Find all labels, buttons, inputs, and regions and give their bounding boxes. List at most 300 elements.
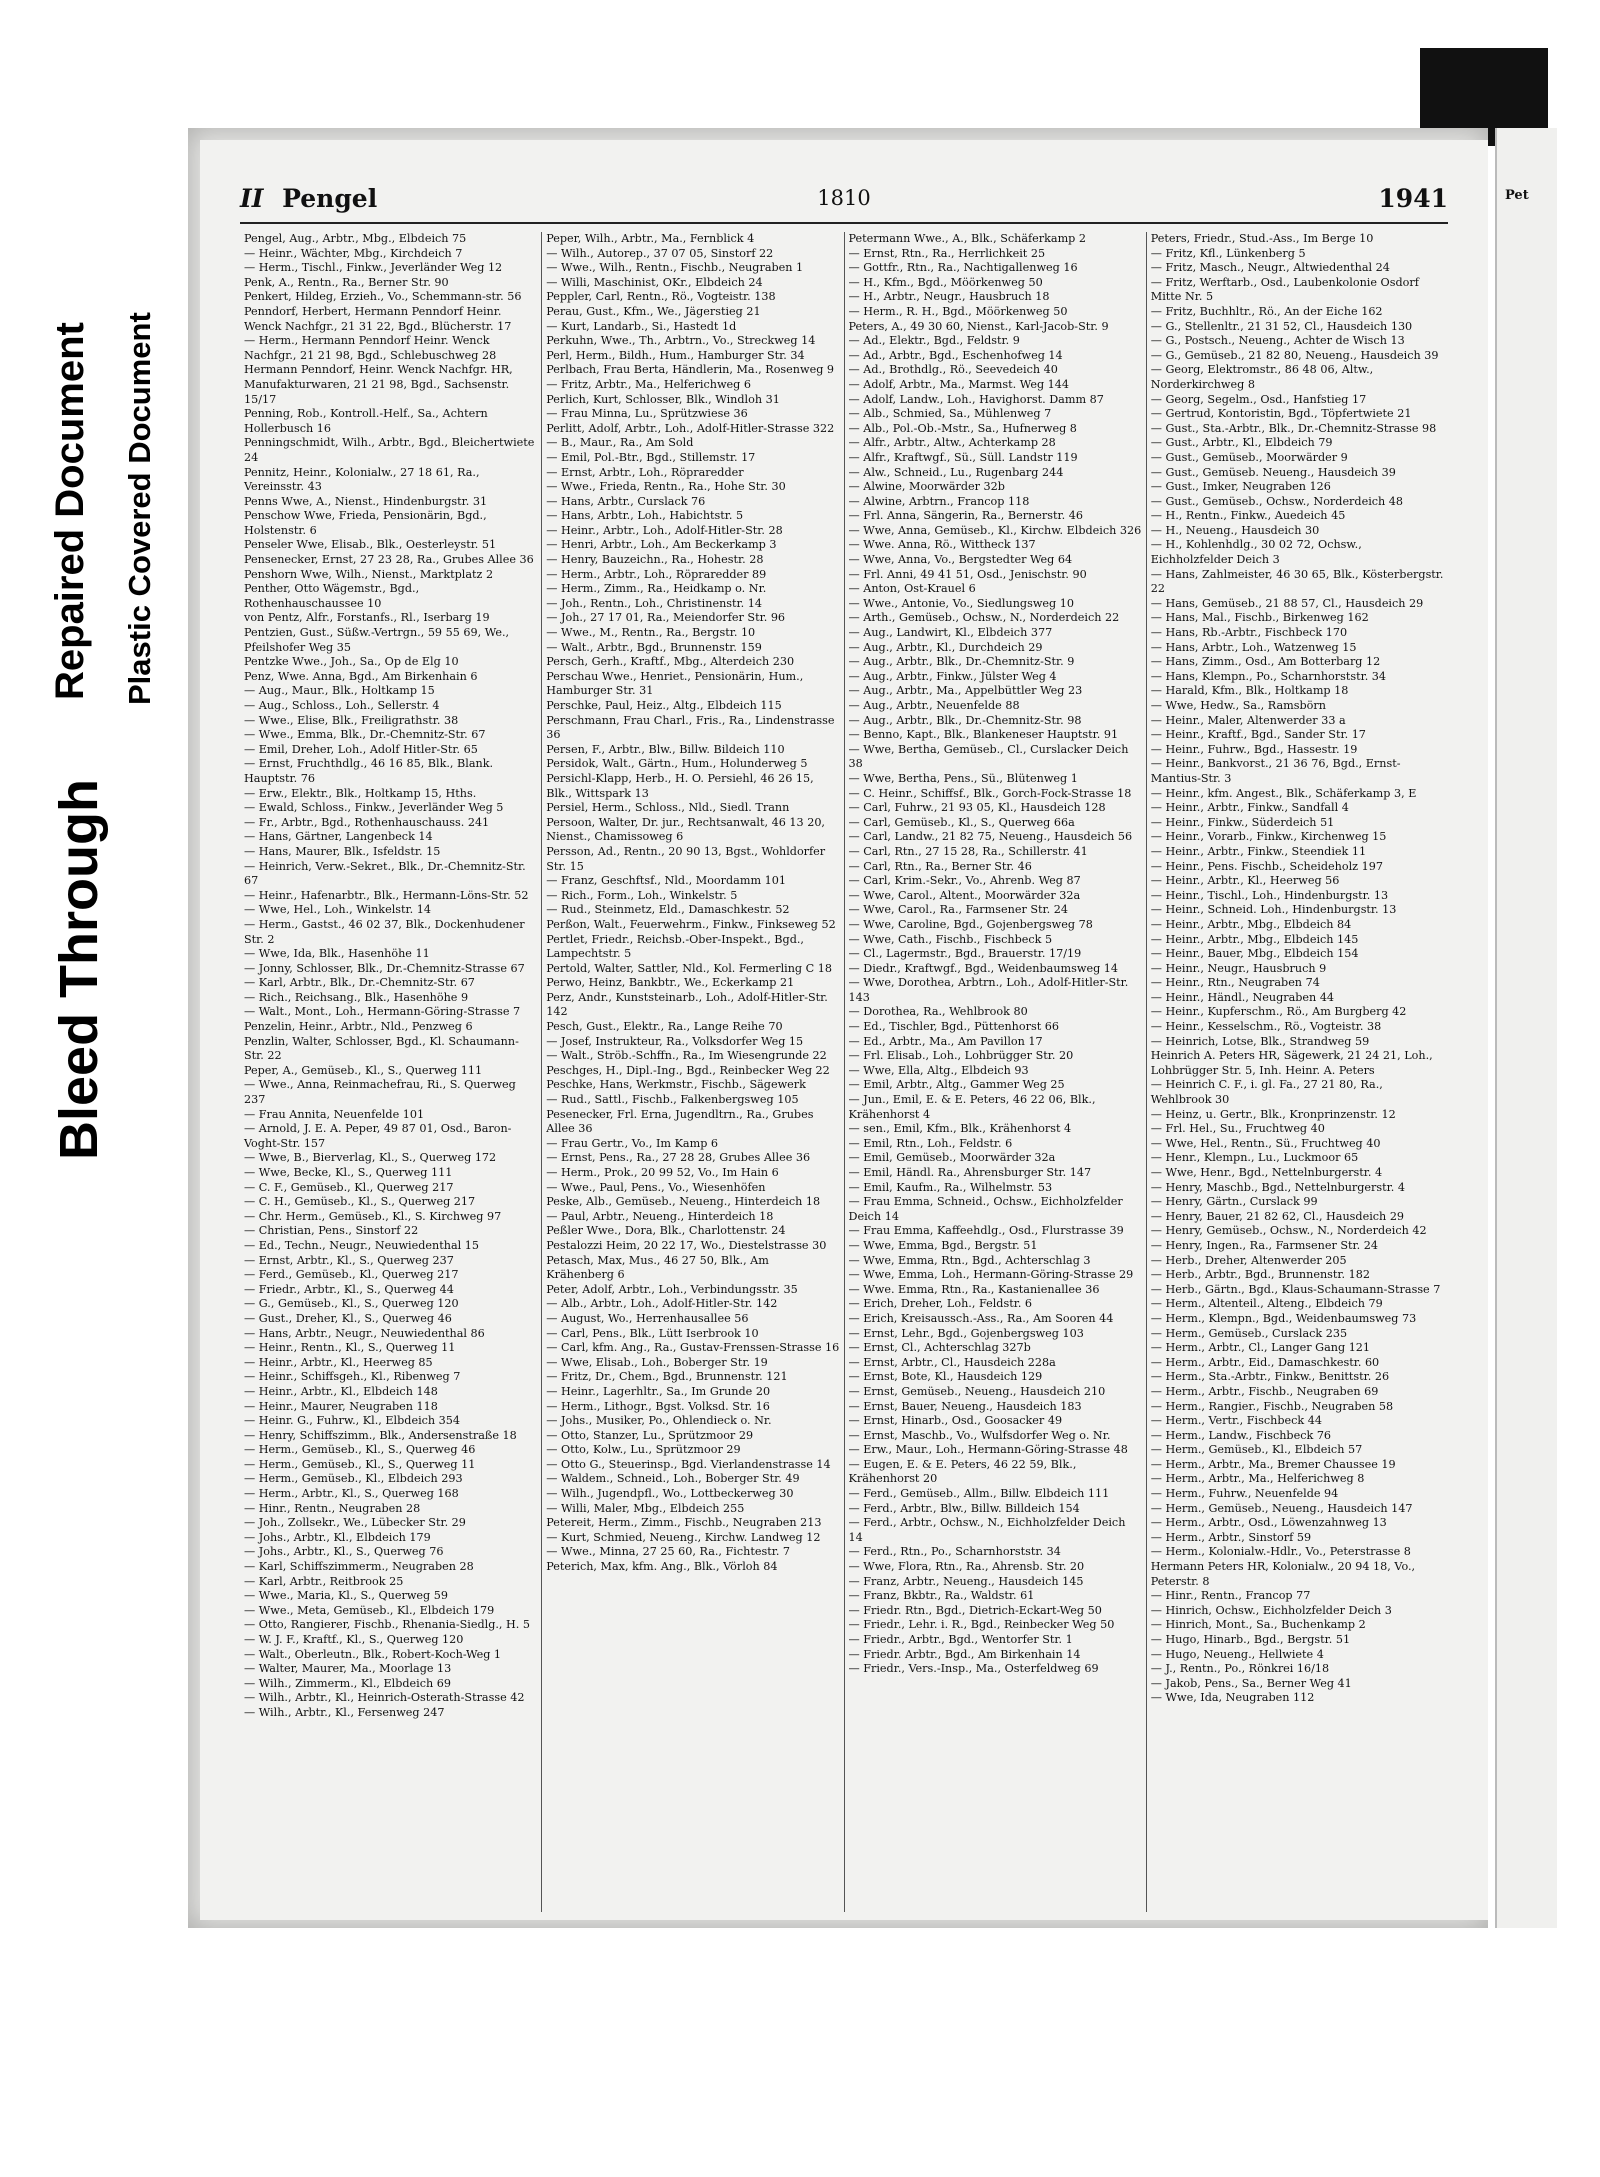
directory-entry: — Wwe., Antonie, Vo., Siedlungsweg 10 (848, 596, 1074, 610)
directory-entry: — Henry, Schiffszimm., Blk., Andersenstraße 18 (244, 1428, 517, 1442)
directory-entry: — Frl. Anni, 49 41 51, Osd., Jenischstr. 90 (848, 567, 1087, 581)
directory-entry: — Heinr. G., Fuhrw., Kl., Elbdeich 354 (244, 1414, 461, 1428)
directory-entry: — Ferd., Arbtr., Ochsw., N., Eichholzfelder Deich 14 (848, 1516, 1126, 1544)
directory-entry: Peters, Friedr., Stud.-Ass., Im Berge 10 (1150, 232, 1374, 245)
directory-entry: — G., Stellenltr., 21 31 52, Cl., Hausdeich 130 (1150, 319, 1413, 333)
directory-entry: — Willi, Maschinist, OKr., Elbdeich 24 (546, 275, 763, 289)
directory-entry: — Wilh., Arbtr., Kl., Fersenweg 247 (244, 1705, 445, 1719)
directory-entry: — Alwine, Moorwärder 32b (848, 480, 1005, 494)
directory-entry: — Wwe, Ida, Neugraben 112 (1150, 1691, 1315, 1705)
directory-entry: — Heinrich, Verw.-Sekret., Blk., Dr.-Chemnitz-Str. 67 (244, 859, 526, 888)
directory-entry: — Christian, Pens., Sinstorf 22 (244, 1224, 419, 1238)
directory-entry: — Frl. Anna, Sängerin, Ra., Bernerstr. 46 (848, 509, 1083, 523)
directory-entry: Petereit, Herm., Zimm., Fischb., Neugraben 213 (546, 1516, 822, 1530)
directory-entry: — Friedr., Arbtr., Bgd., Wentorfer Str. 1 (848, 1633, 1073, 1646)
directory-entry: — Ernst, Fruchthdlg., 46 16 85, Blk., Blank. Hauptstr. 76 (244, 757, 494, 785)
directory-entry: — Frau Emma, Schneid., Ochsw., Eichholzfelder Deich 14 (848, 1195, 1123, 1223)
directory-entry: — Karl, Arbtr., Blk., Dr.-Chemnitz-Str. 67 (244, 976, 475, 990)
directory-entry: — Henry, Gärtn., Curslack 99 (1150, 1195, 1318, 1209)
directory-entry: — Gertrud, Kontoristin, Bgd., Töpfertwiete 21 (1150, 407, 1412, 421)
directory-entry: — Carl, Gemüseb., Kl., S., Querweg 66a (848, 815, 1075, 829)
directory-entry: — Herm., Gemüseb., Kl., Elbdeich 293 (244, 1472, 463, 1486)
directory-entry: — Rich., Form., Loh., Winkelstr. 5 (546, 888, 738, 902)
directory-entry: — Herm., Arbtr., Eid., Damaschkestr. 60 (1150, 1355, 1380, 1369)
directory-entry: — Aug., Arbtr., Ma., Appelbüttler Weg 23 (848, 684, 1083, 698)
directory-entry: — Hinrich, Ochsw., Eichholzfelder Deich 3 (1150, 1603, 1392, 1617)
directory-entry: — Alb., Arbtr., Loh., Adolf-Hitler-Str. 142 (546, 1297, 778, 1311)
directory-entry: — Adolf, Landw., Loh., Havighorst. Damm 87 (848, 392, 1104, 406)
directory-entry: — Herm., Fuhrw., Neuenfelde 94 (1150, 1487, 1339, 1501)
directory-entry: — Hans, Gemüseb., 21 88 57, Cl., Hausdeich 29 (1150, 596, 1424, 610)
directory-page (200, 140, 1488, 1920)
directory-entry: Penseler Wwe, Elisab., Blk., Oesterleystr. 51 (244, 538, 497, 552)
directory-entry: Penns Wwe, A., Nienst., Hindenburgstr. 31 (244, 494, 488, 508)
directory-entry: Persidok, Walt., Gärtn., Hum., Holunderweg 5 (546, 757, 808, 771)
directory-entry: — Heinr., Arbtr., Finkw., Sandfall 4 (1150, 801, 1349, 815)
directory-entry: Pestalozzi Heim, 20 22 17, Wo., Diestelstrasse 30 (546, 1238, 827, 1252)
directory-entry: Pesch, Gust., Elektr., Ra., Lange Reihe 70 (546, 1020, 783, 1034)
directory-entry: — Hinrich, Mont., Sa., Buchenkamp 2 (1150, 1618, 1366, 1632)
directory-entry: — Herm., Vertr., Fischbeck 44 (1150, 1414, 1322, 1428)
directory-entry: Petermann Wwe., A., Blk., Schäferkamp 2 (848, 232, 1087, 245)
directory-entry: Peper, Wilh., Arbtr., Ma., Fernblick 4 (546, 232, 755, 245)
directory-entry: — Hans, Arbtr., Loh., Habichtstr. 5 (546, 509, 744, 523)
directory-entry: — Otto, Rangierer, Fischb., Rhenania-Siedlg., H. 5 (244, 1618, 531, 1632)
plastic-covered-label: Plastic Covered Document (122, 312, 157, 705)
directory-entry: — Georg, Segelm., Osd., Hanfstieg 17 (1150, 392, 1367, 406)
directory-entry: — Wwe. Emma, Rtn., Ra., Kastanienallee 36 (848, 1282, 1100, 1296)
directory-entry: Penzelin, Heinr., Arbtr., Nld., Penzweg 6 (244, 1020, 473, 1034)
directory-entry: — Alb., Schmied, Sa., Mühlenweg 7 (848, 407, 1052, 421)
directory-entry: — Wwe, Anna, Gemüseb., Kl., Kirchw. Elbdeich 326 (848, 523, 1142, 537)
directory-entry: Pensenecker, Ernst, 27 23 28, Ra., Grubes Allee 36 (244, 553, 534, 567)
directory-entry: — Herm., R. H., Bgd., Möörkenweg 50 (848, 304, 1068, 318)
directory-entry: — Franz, Arbtr., Neueng., Hausdeich 145 (848, 1574, 1084, 1588)
directory-entry: Hermann Peters HR, Kolonialw., 20 94 18, Vo., Peterstr. 8 (1150, 1560, 1416, 1588)
directory-entry: — Herm., Prok., 20 99 52, Vo., Im Hain 6 (546, 1166, 779, 1179)
directory-entry: — Heinr., Vorarb., Finkw., Kirchenweg 15 (1150, 830, 1387, 844)
directory-entry: — Heinr., Bankvorst., 21 36 76, Bgd., Ernst-Mantius-Str. 3 (1150, 757, 1401, 785)
directory-entry: — Herm., Arbtr., Cl., Langer Gang 121 (1150, 1341, 1371, 1355)
directory-entry: Perßon, Walt., Feuerwehrm., Finkw., Finkseweg 52 (546, 917, 836, 931)
directory-entry: — Alfr., Kraftwgf., Sü., Süll. Landstr 119 (848, 450, 1078, 464)
directory-entry: Perz, Andr., Kunststeinarb., Loh., Adolf-Hitler-Str. 142 (546, 990, 828, 1019)
column-3 (845, 232, 1147, 1912)
directory-entry: — Wwe., Paul, Pens., Vo., Wiesenhöfen (546, 1180, 766, 1194)
directory-entry: — Heinr., Rtn., Neugraben 74 (1150, 976, 1320, 990)
directory-entry: — Walter, Maurer, Ma., Moorlage 13 (244, 1662, 452, 1676)
directory-entry: — Wwe, Becke, Kl., S., Querweg 111 (244, 1166, 453, 1179)
directory-entry: — Otto, Kolw., Lu., Sprützmoor 29 (546, 1443, 741, 1457)
directory-entry: — Heinr., Lagerhltr., Sa., Im Grunde 20 (546, 1384, 771, 1398)
directory-entry: — Heinr., Fuhrw., Bgd., Hassestr. 19 (1150, 742, 1358, 756)
directory-entry: — Johs., Musiker, Po., Ohlendieck o. Nr. (546, 1414, 772, 1428)
directory-entry: — Fritz, Masch., Neugr., Altwiedenthal 24 (1150, 261, 1390, 275)
directory-entry: — Carl, Landw., 21 82 75, Neueng., Hausdeich 56 (848, 830, 1133, 844)
directory-entry: — Hans, Zahlmeister, 46 30 65, Blk., Kösterbergstr. 22 (1150, 567, 1444, 596)
directory-entry: — Alfr., Arbtr., Altw., Achterkamp 28 (848, 436, 1056, 450)
directory-entry: — Wwe, Cath., Fischb., Fischbeck 5 (848, 932, 1053, 946)
directory-entry: — Aug., Landwirt, Kl., Elbdeich 377 (848, 626, 1053, 640)
directory-entry: — Ferd., Gemüseb., Kl., Querweg 217 (244, 1268, 459, 1282)
directory-entry: — Heinr., Wächter, Mbg., Kirchdeich 7 (244, 246, 463, 260)
directory-entry: — Aug., Arbtr., Blk., Dr.-Chemnitz-Str. 98 (848, 713, 1082, 727)
directory-entry: — Aug., Arbtr., Kl., Durchdeich 29 (848, 640, 1043, 654)
directory-entry: — Wwe., Anna, Reinmachefrau, Ri., S. Querweg 237 (244, 1078, 516, 1107)
directory-entry: — Cl., Lagermstr., Bgd., Brauerstr. 17/19 (848, 947, 1082, 961)
directory-entry: — Frau Annita, Neuenfelde 101 (244, 1107, 425, 1121)
directory-entry: — Frau Minna, Lu., Sprützwiese 36 (546, 407, 748, 421)
directory-entry: — Jakob, Pens., Sa., Berner Weg 41 (1150, 1676, 1352, 1690)
header-rule (240, 222, 1448, 224)
directory-entry: — Emil, Gemüseb., Moorwärder 32a (848, 1151, 1056, 1165)
directory-entry: — Jonny, Schlosser, Blk., Dr.-Chemnitz-Strasse 67 (244, 961, 525, 975)
directory-entry: — Walt., Arbtr., Bgd., Brunnenstr. 159 (546, 640, 762, 654)
directory-entry: — Willi, Maler, Mbg., Elbdeich 255 (546, 1501, 745, 1515)
directory-entry: — Friedr., Lehr. i. R., Bgd., Reinbecker Weg 50 (848, 1618, 1115, 1632)
directory-entry: — Karl, Arbtr., Reitbrook 25 (244, 1574, 404, 1588)
directory-entry: — Fritz, Werftarb., Osd., Laubenkolonie Osdorf Mitte Nr. 5 (1150, 275, 1419, 304)
directory-entry: — Benno, Kapt., Blk., Blankeneser Hauptstr. 91 (848, 728, 1119, 742)
directory-entry: — Gust., Gemüseb., Moorwärder 9 (1150, 450, 1348, 464)
bleed-through-label: Bleed Through (49, 779, 109, 1160)
directory-entry: — Herm., Lithogr., Bgst. Volksd. Str. 16 (546, 1399, 770, 1413)
directory-entry: — Wwe., Wilh., Rentn., Fischb., Neugraben 1 (546, 261, 804, 275)
directory-entry: — Franz, Bkbtr., Ra., Waldstr. 61 (848, 1589, 1035, 1603)
directory-entry: — Ernst, Pens., Ra., 27 28 28, Grubes Allee 36 (546, 1151, 811, 1165)
directory-entry: — Hans, Arbtr., Curslack 76 (546, 494, 706, 508)
directory-entry: Penzlin, Walter, Schlosser, Bgd., Kl. Schaumann-Str. 22 (244, 1034, 519, 1063)
directory-entry: Peterich, Max, kfm. Ang., Blk., Vörloh 84 (546, 1560, 778, 1574)
directory-entry: — Arth., Gemüseb., Ochsw., N., Norderdeich 22 (848, 611, 1120, 625)
directory-entry: Penther, Otto Wägemstr., Bgd., Rothenhauschaussee 10 (244, 582, 420, 610)
directory-entry: — Hans, Arbtr., Loh., Watzenweg 15 (1150, 640, 1357, 654)
directory-entry: Peter, Adolf, Arbtr., Loh., Verbindungsstr. 35 (546, 1282, 798, 1296)
directory-entry: — Ernst, Bote, Kl., Hausdeich 129 (848, 1370, 1043, 1384)
directory-entry: — August, Wo., Herrenhausallee 56 (546, 1311, 749, 1325)
directory-entry: — Hans, Arbtr., Neugr., Neuwiedenthal 86 (244, 1326, 485, 1340)
directory-entry: — Herb., Dreher, Altenwerder 205 (1150, 1253, 1347, 1267)
directory-entry: — Joh., Rentn., Loh., Christinenstr. 14 (546, 596, 762, 610)
directory-entry: Persen, F., Arbtr., Blw., Billw. Bildeich 110 (546, 742, 785, 756)
directory-entry: — Heinr., Arbtr., Loh., Adolf-Hitler-Str. 28 (546, 523, 783, 537)
repaired-document-label: Repaired Document (48, 322, 92, 700)
directory-entry: — Ad., Brothdlg., Rö., Seevedeich 40 (848, 363, 1058, 377)
directory-entry: — Rud., Steinmetz, Eld., Damaschkestr. 52 (546, 903, 790, 917)
directory-entry: Persson, Ad., Rentn., 20 90 13, Bgst., Wohldorfer Str. 15 (546, 844, 826, 873)
directory-entry: — Gottfr., Rtn., Ra., Nachtigallenweg 16 (848, 261, 1078, 275)
directory-entry: — Rich., Reichsang., Blk., Hasenhöhe 9 (244, 990, 469, 1004)
directory-entry: — C. Heinr., Schiffsf., Blk., Gorch-Fock-Strasse 18 (848, 786, 1132, 800)
directory-entry: — H., Rentn., Finkw., Auedeich 45 (1150, 509, 1346, 523)
directory-entry: — Eugen, E. & E. Peters, 46 22 59, Blk., Krähenhorst 20 (848, 1457, 1077, 1486)
directory-entry: — Ad., Arbtr., Bgd., Eschenhofweg 14 (848, 348, 1063, 362)
directory-entry: — Wwe., Meta, Gemüseb., Kl., Elbdeich 179 (244, 1603, 495, 1617)
directory-entry: — Walt., Mont., Loh., Hermann-Göring-Strasse 7 (244, 1005, 521, 1019)
directory-entry: — Dorothea, Ra., Wehlbrook 80 (848, 1005, 1028, 1019)
directory-entry: — Ernst, Arbtr., Loh., Röpraredder (546, 465, 744, 479)
directory-entry: — Adolf, Arbtr., Ma., Marmst. Weg 144 (848, 377, 1070, 391)
directory-entry: Perlbach, Frau Berta, Händlerin, Ma., Rosenweg 9 (546, 363, 835, 377)
directory-entry: — Carl, Rtn., Ra., Berner Str. 46 (848, 859, 1032, 873)
directory-entry: — Herm., Rangier., Fischb., Neugraben 58 (1150, 1399, 1394, 1413)
directory-entry: Peske, Alb., Gemüseb., Neueng., Hinterdeich 18 (546, 1195, 821, 1209)
directory-entry: — G., Gemüseb., 21 82 80, Neueng., Hausdeich 39 (1150, 348, 1439, 362)
directory-entry: — H., Kfm., Bgd., Möörkenweg 50 (848, 275, 1043, 289)
directory-entry: — Wwe., Frieda, Rentn., Ra., Hohe Str. 30 (546, 480, 786, 494)
directory-entry: Penndorf, Herbert, Hermann Penndorf Heinr. Wenck Nachfgr., 21 31 22, Bgd., Blücherstr. 17 (244, 304, 512, 333)
directory-entry: — Friedr., Arbtr., Kl., S., Querweg 44 (244, 1282, 454, 1296)
directory-entry: — Kurt, Landarb., Si., Hastedt 1d (546, 319, 737, 333)
directory-entry: — Emil, Dreher, Loh., Adolf Hitler-Str. 65 (244, 742, 478, 756)
directory-entry: — Herm., Zimm., Ra., Heidkamp o. Nr. (546, 582, 767, 596)
directory-entry: — Gust., Gemüseb., Ochsw., Norderdeich 48 (1150, 494, 1404, 508)
directory-entry: — Heinrich, Lotse, Blk., Strandweg 59 (1150, 1034, 1370, 1048)
directory-entry: — Erw., Elektr., Blk., Holtkamp 15, Hths. (244, 786, 477, 800)
page-header (240, 184, 1448, 218)
directory-entry: Peppler, Carl, Rentn., Rö., Vogteistr. 138 (546, 290, 776, 304)
directory-entry: — Ernst, Arbtr., Cl., Hausdeich 228a (848, 1355, 1056, 1369)
directory-entry: — Henry, Bauzeichn., Ra., Hohestr. 28 (546, 553, 764, 567)
directory-entry: — Herm., Gemüseb., Curslack 235 (1150, 1326, 1348, 1340)
directory-entry: — B., Maur., Ra., Am Sold (546, 436, 694, 450)
directory-entry: — Ed., Arbtr., Ma., Am Pavillon 17 (848, 1034, 1043, 1048)
directory-entry: — Wwe, Carol., Altent., Moorwärder 32a (848, 888, 1081, 902)
directory-entry: — Ernst, Bauer, Neueng., Hausdeich 183 (848, 1399, 1082, 1413)
directory-entry: Pennitz, Heinr., Kolonialw., 27 18 61, Ra., Vereinsstr. 43 (244, 465, 480, 494)
directory-entry: — Ewald, Schloss., Finkw., Jeverländer Weg 5 (244, 801, 504, 815)
directory-entry: — Herm., Arbtr., Ma., Helferichweg 8 (1150, 1472, 1365, 1486)
directory-entry: — Henri, Arbtr., Loh., Am Beckerkamp 3 (546, 538, 777, 552)
directory-entry: — Aug., Arbtr., Blk., Dr.-Chemnitz-Str. 9 (848, 655, 1075, 669)
directory-entry: — Henry, Maschb., Bgd., Nettelnburgerstr. 4 (1150, 1180, 1405, 1194)
directory-entry: — Wwe, Bertha, Pens., Sü., Blütenweg 1 (848, 771, 1078, 785)
directory-entry: — C. H., Gemüseb., Kl., S., Querweg 217 (244, 1195, 476, 1209)
directory-entry: Heinrich A. Peters HR, Sägewerk, 21 24 21, Loh., Lohbrügger Str. 5, Inh. Heinr. A. Peters (1150, 1049, 1433, 1077)
directory-entry: — Wwe., M., Rentn., Ra., Bergstr. 10 (546, 626, 756, 640)
directory-entry: — Alb., Pol.-Ob.-Mstr., Sa., Hufnerweg 8 (848, 421, 1077, 435)
directory-entry: — Herm., Kolonialw.-Hdlr., Vo., Peterstrasse 8 (1150, 1545, 1411, 1559)
directory-entry: — Hans, Rb.-Arbtr., Fischbeck 170 (1150, 626, 1348, 640)
directory-entry: — Heinr., Arbtr., Mbg., Elbdeich 145 (1150, 932, 1359, 946)
directory-entry: Persoon, Walter, Dr. jur., Rechtsanwalt, 46 13 20, Nienst., Chamissoweg 6 (546, 815, 825, 844)
entry-columns (240, 232, 1448, 1912)
directory-entry: — Erich, Kreisaussch.-Ass., Ra., Am Sooren 44 (848, 1311, 1114, 1325)
directory-entry: — Herm., Arbtr., Osd., Löwenzahnweg 13 (1150, 1516, 1387, 1530)
directory-entry: — Henry, Gemüseb., Ochsw., N., Norderdeich 42 (1150, 1224, 1427, 1238)
directory-entry: — Frau Gertr., Vo., Im Kamp 6 (546, 1136, 719, 1150)
directory-entry: — Heinr., Tischl., Loh., Hindenburgstr. 13 (1150, 888, 1389, 902)
directory-entry: — Heinr., Arbtr., Finkw., Steendiek 11 (1150, 844, 1367, 858)
directory-entry: — Jun., Emil, E. & E. Peters, 46 22 06, Blk., Krähenhorst 4 (848, 1093, 1096, 1121)
directory-entry: — Heinr., Pens. Fischb., Scheideholz 197 (1150, 859, 1383, 873)
directory-entry: — Hinr., Rentn., Neugraben 28 (244, 1501, 421, 1515)
directory-entry: — Heinr., Finkw., Süderdeich 51 (1150, 815, 1335, 829)
directory-entry: Penkert, Hildeg, Erzieh., Vo., Schemmann-str. 56 (244, 290, 522, 304)
column-4 (1147, 232, 1448, 1912)
directory-entry: — H., Kohlenhdlg., 30 02 72, Ochsw., Eichholzfelder Deich 3 (1150, 538, 1362, 567)
directory-entry: — Heinr., Arbtr., Kl., Heerweg 56 (1150, 874, 1340, 888)
directory-entry: Pentzke Wwe., Joh., Sa., Op de Elg 10 (244, 655, 459, 669)
year: 1941 (1378, 184, 1448, 213)
directory-entry: — Erich, Dreher, Loh., Feldstr. 6 (848, 1297, 1033, 1311)
directory-entry: — Gust., Dreher, Kl., S., Querweg 46 (244, 1311, 452, 1325)
directory-entry: — Franz, Geschftsf., Nld., Moordamm 101 (546, 874, 786, 888)
directory-entry: Perlich, Kurt, Schlosser, Blk., Windloh 31 (546, 392, 780, 406)
directory-entry: — Herm., Landw., Fischbeck 76 (1150, 1428, 1332, 1442)
directory-entry: — Carl, Pens., Blk., Lütt Iserbrook 10 (546, 1326, 759, 1340)
directory-entry: — Frl. Hel., Su., Fruchtweg 40 (1150, 1122, 1325, 1136)
directory-entry: — Emil, Arbtr., Altg., Gammer Weg 25 (848, 1078, 1065, 1092)
directory-entry: — Wwe, Caroline, Bgd., Gojenbergsweg 78 (848, 917, 1093, 931)
directory-entry: — Wwe, Elisab., Loh., Boberger Str. 19 (546, 1355, 768, 1369)
directory-entry: — Georg, Elektromstr., 86 48 06, Altw., Norderkirchweg 8 (1150, 363, 1374, 391)
directory-entry: — Frau Emma, Kaffeehdlg., Osd., Flurstrasse 39 (848, 1224, 1124, 1238)
directory-entry: Penschow Wwe, Frieda, Pensionärin, Bgd., Holstenstr. 6 (244, 509, 487, 537)
directory-entry: — Aug., Maur., Blk., Holtkamp 15 (244, 684, 435, 698)
directory-entry: — Fritz, Arbtr., Ma., Helferichweg 6 (546, 377, 751, 391)
directory-entry: Perschmann, Frau Charl., Fris., Ra., Lindenstrasse 36 (546, 713, 835, 742)
header-title (240, 184, 377, 213)
directory-entry: — Ed., Techn., Neugr., Neuwiedenthal 15 (244, 1238, 479, 1252)
directory-entry: — Hinr., Rentn., Francop 77 (1150, 1589, 1311, 1603)
directory-entry: Pesenecker, Frl. Erna, Jugendltrn., Ra., Grubes Allee 36 (546, 1107, 814, 1136)
directory-entry: — Ernst, Hinarb., Osd., Goosacker 49 (848, 1414, 1063, 1428)
directory-entry: — Wwe, Hel., Loh., Winkelstr. 14 (244, 903, 431, 917)
directory-entry: — Wwe, B., Bierverlag, Kl., S., Querweg 172 (244, 1151, 497, 1165)
directory-entry: — Gust., Imker, Neugraben 126 (1150, 480, 1331, 494)
directory-entry: — Fritz, Kfl., Lünkenberg 5 (1150, 246, 1306, 260)
directory-entry: — Johs., Arbtr., Kl., Elbdeich 179 (244, 1530, 431, 1544)
directory-entry: — Herm., Gemüseb., Kl., S., Querweg 46 (244, 1443, 476, 1457)
directory-entry: — Herm., Arbtr., Kl., S., Querweg 168 (244, 1487, 459, 1501)
directory-entry: — Herm., Klempn., Bgd., Weidenbaumsweg 73 (1150, 1311, 1417, 1325)
directory-entry: Perschau Wwe., Henriet., Pensionärin, Hum., Hamburger Str. 31 (546, 669, 804, 698)
directory-entry: — Henry, Ingen., Ra., Farmsener Str. 24 (1150, 1238, 1379, 1252)
directory-entry: von Pentz, Alfr., Forstanfs., Rl., Iserbarg 19 (244, 611, 490, 625)
directory-entry: — Arnold, J. E. A. Peper, 49 87 01, Osd., Baron-Voght-Str. 157 (244, 1122, 512, 1150)
directory-entry: — Hans, Klempn., Po., Scharnhorststr. 34 (1150, 669, 1387, 683)
directory-entry: Perwo, Heinz, Bankbtr., We., Eckerkamp 21 (546, 976, 795, 990)
directory-entry: — Harald, Kfm., Blk., Holtkamp 18 (1150, 684, 1349, 698)
directory-entry: — Heinrich C. F., i. gl. Fa., 27 21 80, Ra., Wehlbrook 30 (1150, 1078, 1383, 1107)
directory-entry: — Walt., Oberleutn., Blk., Robert-Koch-Weg 1 (244, 1647, 502, 1661)
adjacent-page-edge (1495, 128, 1557, 1928)
directory-entry: — Wilh., Jugendpfl., Wo., Lottbeckerweg 30 (546, 1487, 794, 1501)
directory-entry: Peters, A., 49 30 60, Nienst., Karl-Jacob-Str. 9 (848, 319, 1109, 333)
directory-entry: — Herm., Gemüseb., Kl., Elbdeich 57 (1150, 1443, 1363, 1457)
page-number: 1810 (817, 186, 871, 210)
directory-entry: — Hans, Maurer, Blk., Isfeldstr. 15 (244, 844, 441, 858)
directory-entry: — Gust., Arbtr., Kl., Elbdeich 79 (1150, 436, 1333, 450)
directory-entry: — Wwe, Henr., Bgd., Nettelnburgerstr. 4 (1150, 1166, 1383, 1179)
directory-entry: — Heinr., Schiffsgeh., Kl., Ribenweg 7 (244, 1370, 461, 1384)
directory-entry: — Friedr. Arbtr., Bgd., Am Birkenhain 14 (848, 1647, 1081, 1661)
directory-entry: — Carl, Rtn., 27 15 28, Ra., Schillerstr. 41 (848, 844, 1088, 858)
directory-entry: — Wwe., Maria, Kl., S., Querweg 59 (244, 1589, 448, 1603)
directory-entry: — Heinr., Schneid. Loh., Hindenburgstr. 13 (1150, 903, 1397, 917)
directory-entry: — Herm., Gastst., 46 02 37, Blk., Dockenhudener Str. 2 (244, 917, 525, 946)
directory-entry: — Otto, Stanzer, Lu., Sprützmoor 29 (546, 1428, 754, 1442)
directory-entry: Persch, Gerh., Kraftf., Mbg., Alterdeich 230 (546, 655, 795, 669)
directory-entry: — Anton, Ost-Krauel 6 (848, 582, 976, 596)
directory-entry: — Aug., Arbtr., Finkw., Jülster Weg 4 (848, 669, 1057, 683)
directory-entry: — Ferd., Rtn., Po., Scharnhorststr. 34 (848, 1545, 1061, 1559)
directory-entry: Perau, Gust., Kfm., We., Jägerstieg 21 (546, 304, 761, 318)
directory-entry: — Herm., Arbtr., Fischb., Neugraben 69 (1150, 1384, 1379, 1398)
column-1 (240, 232, 542, 1912)
directory-entry: — Hugo, Neueng., Hellwiete 4 (1150, 1647, 1324, 1661)
directory-entry: — Heinr., Neugr., Hausbruch 9 (1150, 961, 1327, 975)
directory-entry: — Wwe, Emma, Bgd., Bergstr. 51 (848, 1238, 1038, 1252)
directory-entry: — Aug., Schloss., Loh., Sellerstr. 4 (244, 699, 440, 712)
directory-entry: — Otto G., Steuerinsp., Bgd. Vierlandenstrasse 14 (546, 1457, 831, 1471)
directory-entry: Perlitt, Adolf, Arbtr., Loh., Adolf-Hitler-Strasse 322 (546, 421, 835, 435)
directory-entry: — Rud., Sattl., Fischb., Falkenbergsweg 105 (546, 1093, 799, 1107)
directory-entry: — Herm., Sta.-Arbtr., Finkw., Benittstr. 26 (1150, 1370, 1390, 1384)
directory-entry: — Carl, Fuhrw., 21 93 05, Kl., Hausdeich 128 (848, 801, 1106, 815)
directory-entry: — Kurt, Schmied, Neueng., Kirchw. Landweg 12 (546, 1530, 821, 1544)
directory-entry: — Heinr., Maurer, Neugraben 118 (244, 1399, 438, 1413)
directory-entry: — Heinr., Maler, Altenwerder 33 a (1150, 713, 1346, 727)
directory-entry: — Wwe. Anna, Rö., Wittheck 137 (848, 538, 1036, 552)
directory-entry: — Heinr., Bauer, Mbg., Elbdeich 154 (1150, 947, 1359, 961)
directory-entry: — Heinr., Arbtr., Kl., Elbdeich 148 (244, 1384, 438, 1398)
directory-entry: Persichl-Klapp, Herb., H. O. Persiehl, 46 26 15, Blk., Wittspark 13 (546, 771, 814, 800)
adjacent-page-text: Pet (1505, 188, 1529, 203)
directory-entry: — Wwe, Flora, Rtn., Ra., Ahrensb. Str. 20 (848, 1560, 1085, 1574)
directory-entry: — Wwe., Minna, 27 25 60, Ra., Fichtestr. 7 (546, 1545, 791, 1559)
directory-entry: — Ernst, Cl., Achterschlag 327b (848, 1341, 1031, 1355)
directory-entry: — Heinz, u. Gertr., Blk., Kronprinzenstr. 12 (1150, 1107, 1396, 1121)
directory-entry: — Wwe, Ida, Blk., Hasenhöhe 11 (244, 947, 430, 961)
directory-entry: — G., Gemüseb., Kl., S., Querweg 120 (244, 1297, 459, 1311)
directory-entry: — Johs., Arbtr., Kl., S., Querweg 76 (244, 1545, 444, 1559)
directory-entry: — Heinr., Arbtr., Mbg., Elbdeich 84 (1150, 917, 1352, 931)
directory-entry: — Ernst, Rtn., Ra., Herrlichkeit 25 (848, 246, 1046, 260)
directory-entry: — Heinr., Arbtr., Kl., Heerweg 85 (244, 1355, 433, 1369)
directory-entry: — Friedr., Vers.-Insp., Ma., Osterfeldweg 69 (848, 1662, 1099, 1676)
directory-entry: — Alwine, Arbtrn., Francop 118 (848, 494, 1030, 508)
directory-entry: — Ed., Tischler, Bgd., Püttenhorst 66 (848, 1020, 1060, 1034)
directory-entry: — Josef, Instrukteur, Ra., Volksdorfer Weg 15 (546, 1034, 804, 1048)
directory-entry: — Ferd., Arbtr., Blw., Billw. Billdeich 154 (848, 1501, 1080, 1515)
directory-entry: — Herm., Hermann Penndorf Heinr. Wenck Nachfgr., 21 21 98, Bgd., Schlebuschweg 28 (244, 334, 497, 362)
directory-entry: — Wwe, Bertha, Gemüseb., Cl., Curslacker Deich 38 (848, 742, 1129, 771)
directory-entry: — Carl, kfm. Ang., Ra., Gustav-Frenssen-Strasse 16 (546, 1341, 840, 1355)
directory-entry: — Ernst, Arbtr., Kl., S., Querweg 237 (244, 1253, 454, 1267)
directory-entry: — C. F., Gemüseb., Kl., Querweg 217 (244, 1180, 454, 1194)
directory-entry: — Ernst, Gemüseb., Neueng., Hausdeich 210 (848, 1384, 1106, 1398)
directory-entry: — Aug., Arbtr., Neuenfelde 88 (848, 699, 1020, 712)
directory-entry: — Hans, Mal., Fischb., Birkenweg 162 (1150, 611, 1369, 625)
column-2 (542, 232, 844, 1912)
directory-entry: — J., Rentn., Po., Rönkrei 16/18 (1150, 1662, 1330, 1676)
directory-entry: — Wwe, Dorothea, Arbtrn., Loh., Adolf-Hitler-Str. 143 (848, 976, 1129, 1004)
directory-entry: — Heinr., Kupferschm., Rö., Am Burgberg 42 (1150, 1005, 1407, 1019)
directory-entry: — Emil, Rtn., Loh., Feldstr. 6 (848, 1136, 1013, 1150)
directory-entry: — Joh., Zollsekr., We., Lübecker Str. 29 (244, 1516, 466, 1530)
directory-entry: — Gust., Gemüseb. Neueng., Hausdeich 39 (1150, 465, 1396, 479)
directory-entry: — Henry, Bauer, 21 82 62, Cl., Hausdeich 29 (1150, 1209, 1405, 1223)
directory-entry: — Wilh., Autorep., 37 07 05, Sinstorf 22 (546, 246, 774, 260)
directory-entry: — Friedr. Rtn., Bgd., Dietrich-Eckart-Weg 50 (848, 1603, 1102, 1617)
directory-entry: Peschke, Hans, Werkmstr., Fischb., Sägewerk (546, 1078, 806, 1092)
directory-entry: Pertold, Walter, Sattler, Nld., Kol. Fermerling C 18 (546, 961, 833, 975)
directory-entry: — Wwe., Emma, Blk., Dr.-Chemnitz-Str. 67 (244, 728, 486, 742)
directory-entry: — Gust., Sta.-Arbtr., Blk., Dr.-Chemnitz-Strasse 98 (1150, 421, 1437, 435)
directory-entry: Petasch, Max, Mus., 46 27 50, Blk., Am Krähenberg 6 (546, 1253, 769, 1282)
